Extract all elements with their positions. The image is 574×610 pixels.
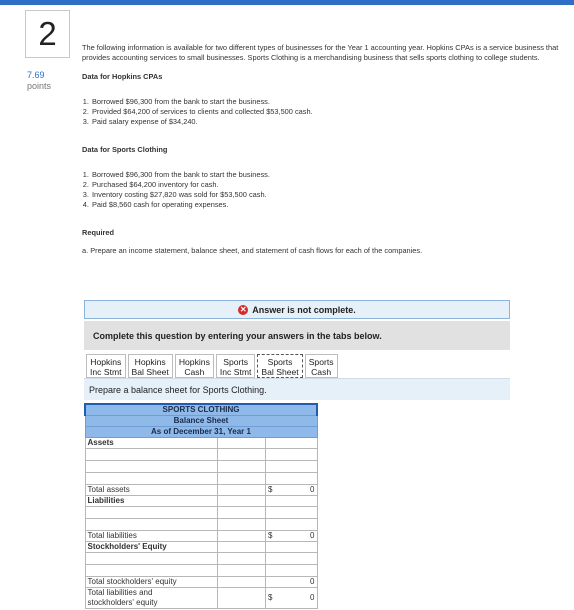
answer-status-banner [84, 300, 510, 319]
tab-prompt: Prepare a balance sheet for Sports Clothing. [89, 385, 267, 395]
list-item: 1. Borrowed $96,300 from the bank to start the business. [91, 170, 562, 180]
tab-label: Sports [267, 357, 293, 367]
tab-hopkins-bal-sheet[interactable] [128, 354, 173, 378]
total-equity-value: 0 [310, 577, 315, 586]
liabilities-heading: Liabilities [85, 496, 217, 507]
list-item: 1. Borrowed $96,300 from the bank to start the business. [91, 97, 562, 107]
empty-cell [217, 577, 265, 588]
list-item: 3. Inventory costing $27,820 was sold for $53,500 cash. [91, 190, 562, 200]
empty-cell [266, 553, 317, 565]
hopkins-title: Data for Hopkins CPAs [82, 72, 163, 81]
dollar-sign: $ [268, 531, 273, 540]
tab-label: Hopkins [90, 357, 122, 367]
equity-amount-input[interactable] [217, 553, 265, 565]
bs-statement-title: Balance Sheet [85, 416, 317, 427]
error-x-icon: ✕ [239, 304, 247, 314]
asset-name-input[interactable] [85, 473, 217, 485]
liability-amount-input[interactable] [217, 519, 265, 531]
tab-label: Inc Stmt [219, 367, 252, 377]
empty-cell [266, 496, 317, 507]
tab-label: Bal Sheet [261, 367, 299, 377]
question-content [82, 43, 562, 256]
empty-cell [266, 565, 317, 577]
asset-name-input[interactable] [85, 449, 217, 461]
sports-title: Data for Sports Clothing [82, 145, 168, 154]
total-le-label-line: stockholders' equity [87, 598, 158, 607]
tab-hopkins-cash[interactable] [175, 354, 214, 378]
list-item: 2. Provided $64,200 of services to clients and collected $53,500 cash. [91, 107, 562, 117]
total-le-label [85, 588, 217, 609]
top-accent-bar [0, 0, 574, 5]
equity-amount-input[interactable] [217, 565, 265, 577]
tab-label: Inc Stmt [90, 367, 122, 377]
tab-sports-inc-stmt[interactable] [216, 354, 256, 378]
tab-sports-cash[interactable] [305, 354, 338, 378]
required-text: a. Prepare an income statement, balance sheet, and statement of cash flows for each of the companies. [82, 246, 423, 255]
tab-label: Hopkins [178, 357, 210, 367]
sports-list [82, 170, 562, 210]
empty-cell [266, 542, 317, 553]
list-item: 2. Purchased $64,200 inventory for cash. [91, 180, 562, 190]
empty-cell [266, 438, 317, 449]
equity-heading: Stockholders' Equity [85, 542, 217, 553]
asset-amount-input[interactable] [217, 461, 265, 473]
total-equity-cell [266, 577, 317, 588]
tab-label: Bal Sheet [131, 367, 169, 377]
tab-prompt-bar [84, 378, 510, 400]
list-item: 3. Paid salary expense of $34,240. [91, 117, 562, 127]
total-le-label-line: Total liabilities and [87, 588, 153, 597]
equity-name-input[interactable] [85, 553, 217, 565]
list-item: 4. Paid $8,560 cash for operating expenses. [91, 200, 562, 210]
empty-cell [266, 461, 317, 473]
total-assets-cell [266, 485, 317, 496]
asset-name-input[interactable] [85, 461, 217, 473]
empty-cell [217, 531, 265, 542]
total-liabilities-cell [266, 531, 317, 542]
empty-cell [266, 519, 317, 531]
asset-amount-input[interactable] [217, 449, 265, 461]
asset-amount-input[interactable] [217, 473, 265, 485]
empty-cell [266, 507, 317, 519]
empty-cell [217, 485, 265, 496]
intro-text: The following information is available for two different types of businesses for the Year 1 accounting year. Hopkins CPAs is a service business that provides accounting services to small businesses. Sports Clothing is a merchandising business that sells sports clothing to college students. [82, 43, 559, 62]
empty-cell [217, 496, 265, 507]
liability-name-input[interactable] [85, 519, 217, 531]
total-equity-label: Total stockholders' equity [85, 577, 217, 588]
tab-bar [86, 354, 340, 378]
total-liabilities-value: 0 [310, 531, 315, 540]
instructions-box [84, 321, 510, 350]
points-value: 7.69 [27, 70, 45, 80]
dollar-sign: $ [268, 485, 273, 494]
empty-cell [266, 473, 317, 485]
equity-name-input[interactable] [85, 565, 217, 577]
bs-company: SPORTS CLOTHING [85, 404, 317, 416]
total-liabilities-label: Total liabilities [85, 531, 217, 542]
tab-label: Cash [184, 367, 205, 377]
bs-date: As of December 31, Year 1 [85, 427, 317, 438]
tab-label: Sports [308, 357, 334, 367]
empty-cell [266, 449, 317, 461]
total-le-cell [266, 588, 317, 609]
required-title: Required [82, 228, 115, 237]
answer-status-text: Answer is not complete. [252, 304, 356, 315]
tab-hopkins-inc-stmt[interactable] [86, 354, 126, 378]
points-label: points [27, 81, 52, 91]
total-assets-value: 0 [310, 485, 315, 494]
empty-cell [217, 588, 265, 609]
instructions-text: Complete this question by entering your answers in the tabs below. [93, 330, 382, 341]
total-le-value: 0 [310, 593, 315, 602]
liability-amount-input[interactable] [217, 507, 265, 519]
tab-label: Hopkins [134, 357, 166, 367]
hopkins-list [82, 97, 562, 127]
assets-heading: Assets [85, 438, 217, 449]
tab-label: Sports [223, 357, 249, 367]
empty-cell [217, 542, 265, 553]
dollar-sign: $ [268, 593, 273, 602]
tab-sports-bal-sheet[interactable] [257, 354, 302, 378]
liability-name-input[interactable] [85, 507, 217, 519]
question-number: 2 [25, 10, 70, 58]
empty-cell [217, 438, 265, 449]
tab-label: Cash [311, 367, 332, 377]
balance-sheet-table [84, 403, 318, 609]
total-assets-label: Total assets [85, 485, 217, 496]
